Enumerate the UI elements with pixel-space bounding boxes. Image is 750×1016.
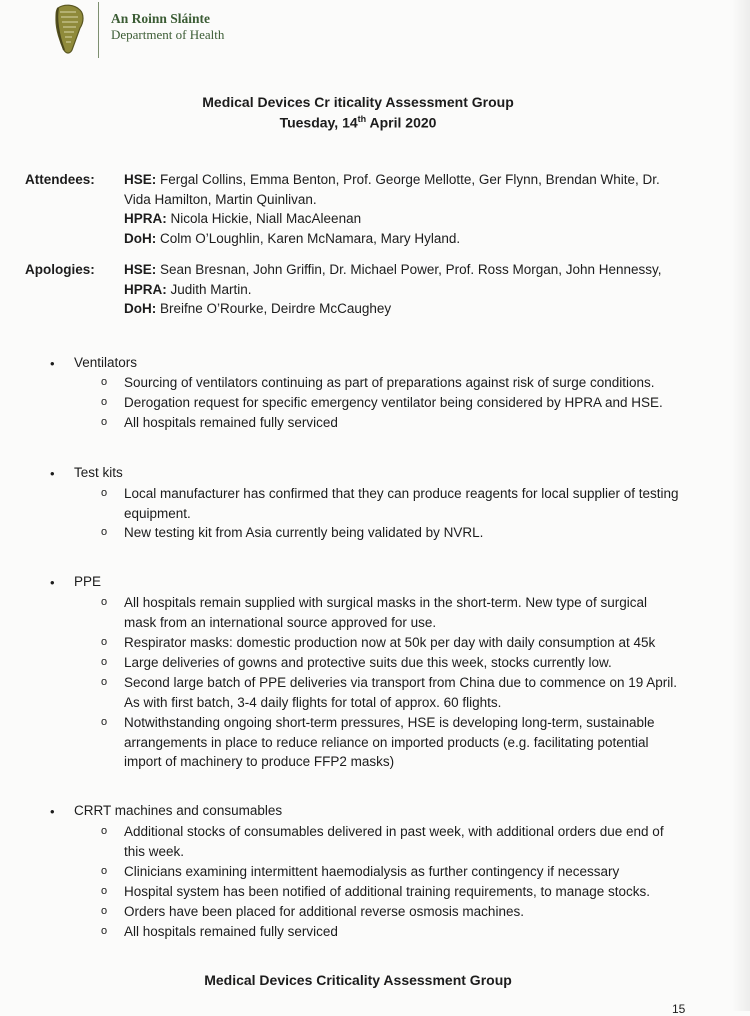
list-item: Derogation request for specific emergency ventilator being considered by HPRA and HSE. xyxy=(124,395,663,410)
list-item: Notwithstanding ongoing short-term pressures, HSE is developing long-term, sustainable arrangements in place to reduce reliance on imported products (e.g. facilitating potential import of machinery to produce FFP2 masks) xyxy=(124,715,655,769)
document-title: Medical Devices Cr iticality Assessment Group xyxy=(202,94,514,110)
list-item: Local manufacturer has confirmed that they can produce reagents for local supplier of testing equipment. xyxy=(124,486,679,521)
sub-bullet: o xyxy=(101,376,108,388)
section-heading-ppe: PPE xyxy=(74,574,102,589)
section-bullet: • xyxy=(50,466,55,481)
section-heading-ventilators: Ventilators xyxy=(74,355,138,370)
logo-irish-name: An Roinn Sláinte xyxy=(111,11,211,26)
sub-bullet: o xyxy=(101,716,108,728)
section-bullet: • xyxy=(50,575,55,590)
meeting-date: Tuesday, 14th April 2020 xyxy=(279,114,437,131)
list-item: Orders have been placed for additional reverse osmosis machines. xyxy=(124,904,524,919)
sub-bullet: o xyxy=(101,487,108,499)
list-item: Hospital system has been notified of additional training requirements, to manage stocks. xyxy=(124,884,651,899)
attendees-list xyxy=(124,170,684,248)
sub-bullet: o xyxy=(101,905,108,917)
sub-bullet: o xyxy=(101,865,108,877)
apologies-doh: DoH: Breifne O’Rourke, Deirdre McCaughey xyxy=(124,301,392,316)
apologies-label: Apologies: xyxy=(25,262,95,277)
footer-title: Medical Devices Criticality Assessment Group xyxy=(204,972,512,988)
list-item: All hospitals remained fully serviced xyxy=(124,415,338,430)
sub-bullet: o xyxy=(101,825,108,837)
sub-bullet: o xyxy=(101,396,108,408)
page-edge-shadow xyxy=(732,0,750,1011)
sub-bullet: o xyxy=(101,596,108,608)
sub-bullet: o xyxy=(101,526,108,538)
list-item: All hospitals remained fully serviced xyxy=(124,924,338,939)
sub-bullet: o xyxy=(101,416,108,428)
section-heading-crrt: CRRT machines and consumables xyxy=(74,803,283,818)
logo-english-name: Department of Health xyxy=(111,27,225,42)
section-bullet: • xyxy=(50,804,55,819)
apologies-hpra: HPRA: Judith Martin. xyxy=(124,281,252,297)
list-item: Large deliveries of gowns and protective suits due this week, stocks currently low. xyxy=(124,655,612,670)
department-logo-text xyxy=(111,11,224,43)
sub-bullet: o xyxy=(101,925,108,937)
section-heading-test-kits: Test kits xyxy=(74,465,123,480)
attendees-hse: HSE: Fergal Collins, Emma Benton, Prof. George Mellotte, Ger Flynn, Brendan White, Dr. Vida Hamilton, Martin Quinlivan. xyxy=(124,172,660,207)
harp-icon xyxy=(50,2,90,56)
page-number: 15 xyxy=(672,1002,686,1016)
sub-bullet: o xyxy=(101,636,108,648)
attendees-hpra: HPRA: Nicola Hickie, Niall MacAleenan xyxy=(124,211,362,226)
attendees-label: Attendees: xyxy=(25,172,95,187)
list-item: Clinicians examining intermittent haemodialysis as further contingency if necessary xyxy=(124,864,620,879)
list-item: New testing kit from Asia currently being validated by NVRL. xyxy=(124,525,484,540)
list-item: Respirator masks: domestic production now at 50k per day with daily consumption at 45k xyxy=(124,635,656,650)
sub-bullet: o xyxy=(101,885,108,897)
list-item: Sourcing of ventilators continuing as part of preparations against risk of surge conditions. xyxy=(124,375,655,390)
sub-bullet: o xyxy=(101,676,108,688)
list-item: All hospitals remain supplied with surgical masks in the short-term. New type of surgical mask from an international source approved for use. xyxy=(124,595,647,630)
sub-bullet: o xyxy=(101,656,108,668)
list-item: Additional stocks of consumables delivered in past week, with additional orders due end of this week. xyxy=(124,824,664,859)
attendees-doh: DoH: Colm O’Loughlin, Karen McNamara, Mary Hyland. xyxy=(124,230,461,246)
apologies-list xyxy=(124,260,684,319)
apologies-hse: HSE: Sean Bresnan, John Griffin, Dr. Michael Power, Prof. Ross Morgan, John Hennessy, xyxy=(124,262,662,277)
logo-divider xyxy=(98,2,99,58)
section-bullet: • xyxy=(50,356,55,371)
list-item: Second large batch of PPE deliveries via transport from China due to commence on 19 April. As with first batch, 3-4 daily flights for total of approx. 60 flights. xyxy=(124,675,678,710)
